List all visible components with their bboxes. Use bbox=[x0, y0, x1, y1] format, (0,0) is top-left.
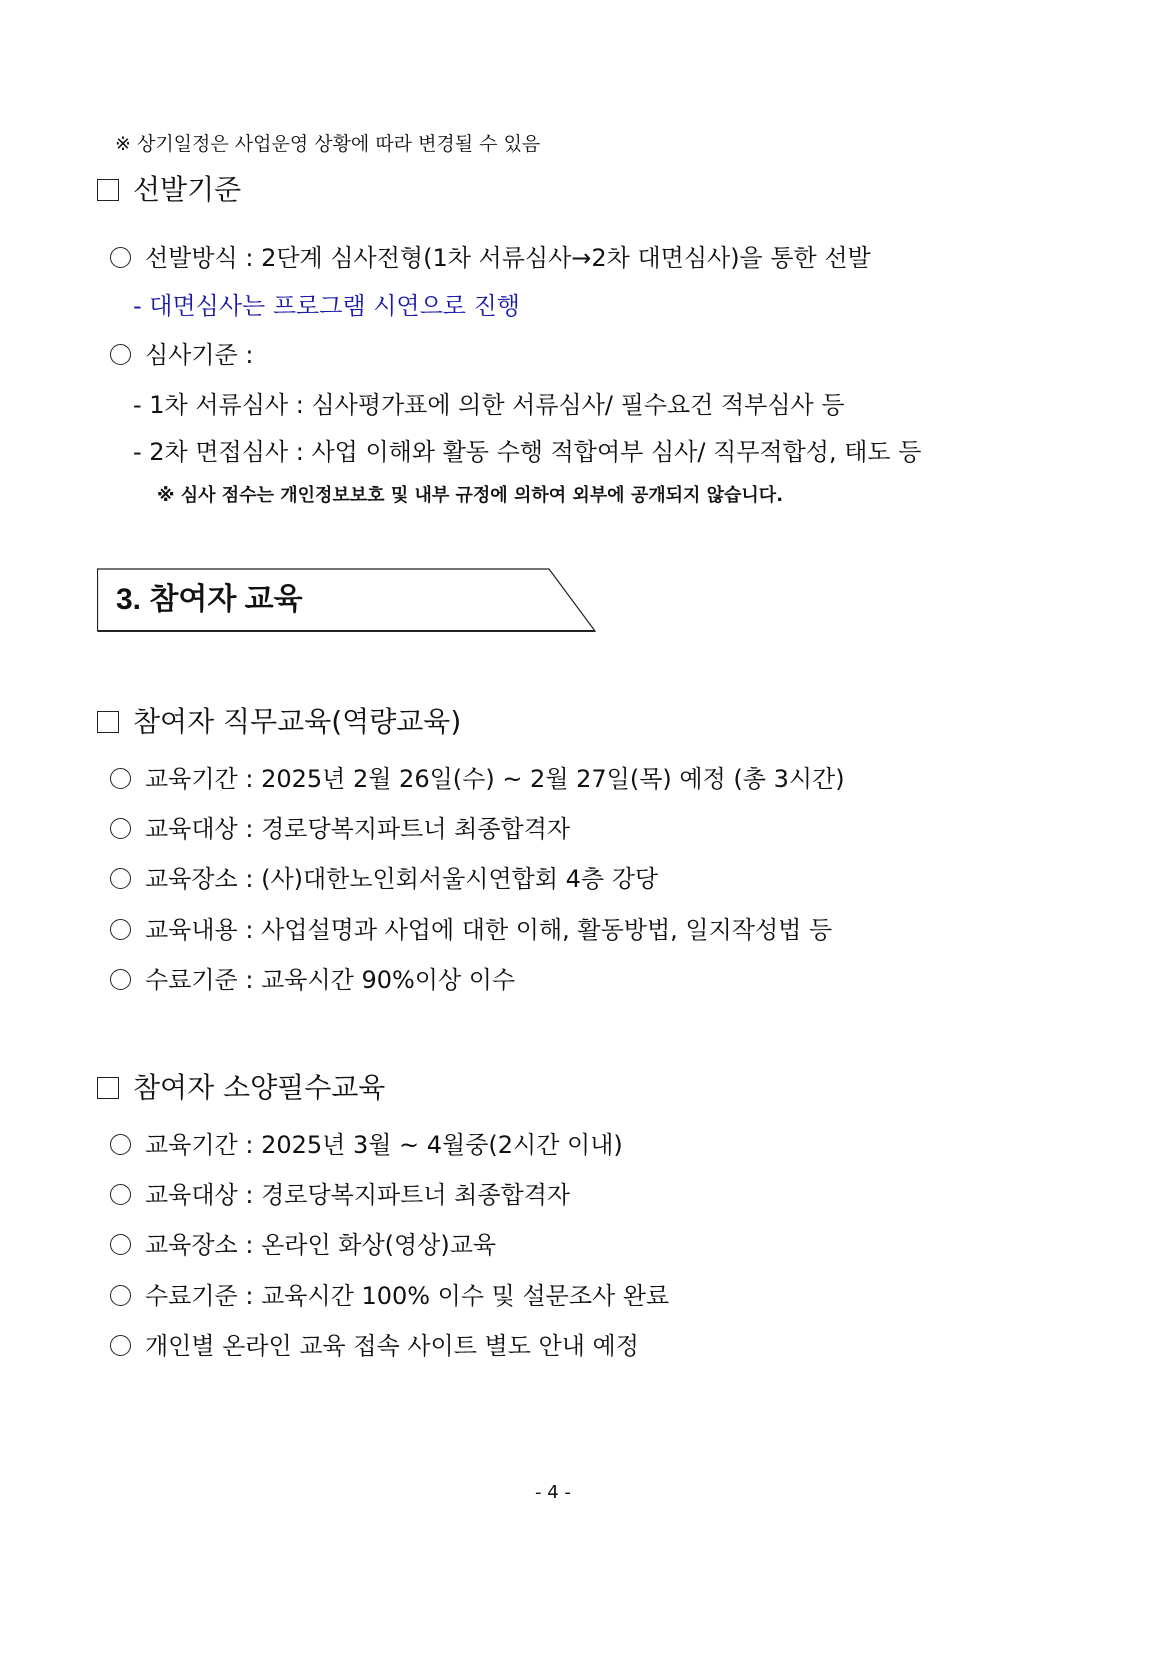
item-text: 심사기준 : bbox=[145, 341, 254, 369]
required-training-item bbox=[110, 1183, 570, 1207]
job-training-item bbox=[110, 767, 845, 791]
square-bullet-icon bbox=[97, 1077, 119, 1099]
circle-bullet-icon bbox=[110, 344, 131, 365]
selection-heading bbox=[97, 173, 242, 206]
job-training-heading bbox=[97, 705, 462, 738]
circle-bullet-icon bbox=[110, 768, 131, 789]
square-bullet-icon bbox=[97, 179, 119, 201]
required-training-item bbox=[110, 1284, 669, 1308]
criteria-item: - 2차 면접심사 : 사업 이해와 활동 수행 적합여부 심사/ 직무적합성, 태도 등 bbox=[133, 438, 922, 466]
circle-bullet-icon bbox=[110, 818, 131, 839]
required-training-item bbox=[110, 1133, 623, 1157]
circle-bullet-icon bbox=[110, 1134, 131, 1155]
item-text: 교육장소 : 온라인 화상(영상)교육 bbox=[145, 1231, 497, 1259]
circle-bullet-icon bbox=[110, 868, 131, 889]
job-training-item bbox=[110, 817, 570, 841]
circle-bullet-icon bbox=[110, 1335, 131, 1356]
square-bullet-icon bbox=[97, 711, 119, 733]
required-training-item bbox=[110, 1233, 496, 1257]
job-training-item bbox=[110, 918, 832, 942]
job-training-item bbox=[110, 968, 515, 992]
circle-bullet-icon bbox=[110, 969, 131, 990]
job-training-item bbox=[110, 867, 658, 891]
selection-method-sub: - 대면심사는 프로그램 시연으로 진행 bbox=[133, 292, 520, 320]
circle-bullet-icon bbox=[110, 919, 131, 940]
page-number: - 4 - bbox=[535, 1482, 571, 1503]
selection-criteria bbox=[110, 343, 253, 367]
circle-bullet-icon bbox=[110, 1184, 131, 1205]
item-text: 개인별 온라인 교육 접속 사이트 별도 안내 예정 bbox=[145, 1332, 639, 1360]
circle-bullet-icon bbox=[110, 247, 131, 268]
item-text: 교육기간 : 2025년 2월 26일(수) ~ 2월 27일(목) 예정 (총 3시간) bbox=[145, 765, 845, 793]
heading-text: 참여자 소양필수교육 bbox=[133, 1071, 386, 1104]
item-text: 교육내용 : 사업설명과 사업에 대한 이해, 활동방법, 일지작성법 등 bbox=[145, 916, 833, 944]
heading-text: 참여자 직무교육(역량교육) bbox=[133, 705, 462, 738]
required-training-heading bbox=[97, 1071, 386, 1104]
section-title: 3. 참여자 교육 bbox=[116, 583, 303, 616]
selection-method bbox=[110, 246, 871, 270]
circle-bullet-icon bbox=[110, 1234, 131, 1255]
item-text: 선발방식 : 2단계 심사전형(1차 서류심사→2차 대면심사)을 통한 선발 bbox=[145, 244, 871, 272]
item-text: 교육대상 : 경로당복지파트너 최종합격자 bbox=[145, 1181, 571, 1209]
item-text: 교육장소 : (사)대한노인회서울시연합회 4층 강당 bbox=[145, 865, 659, 893]
item-text: 교육기간 : 2025년 3월 ~ 4월중(2시간 이내) bbox=[145, 1131, 623, 1159]
criteria-item: - 1차 서류심사 : 심사평가표에 의한 서류심사/ 필수요건 적부심사 등 bbox=[133, 391, 845, 419]
item-text: 수료기준 : 교육시간 100% 이수 및 설문조사 완료 bbox=[145, 1282, 670, 1310]
item-text: 교육대상 : 경로당복지파트너 최종합격자 bbox=[145, 815, 571, 843]
schedule-note: ※ 상기일정은 사업운영 상황에 따라 변경될 수 있음 bbox=[115, 133, 541, 155]
circle-bullet-icon bbox=[110, 1285, 131, 1306]
criteria-note: ※ 심사 점수는 개인정보보호 및 내부 규정에 의하여 외부에 공개되지 않습니다. bbox=[157, 485, 784, 506]
item-text: 수료기준 : 교육시간 90%이상 이수 bbox=[145, 966, 516, 994]
required-training-item bbox=[110, 1334, 639, 1358]
heading-text: 선발기준 bbox=[133, 173, 242, 206]
